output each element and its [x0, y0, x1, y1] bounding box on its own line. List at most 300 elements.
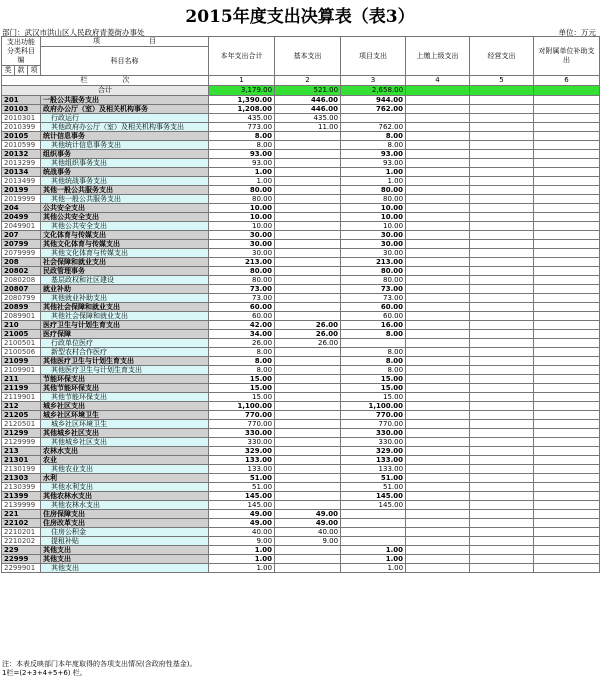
row-code: 20132	[2, 150, 41, 159]
row-total: 1.00	[209, 546, 275, 555]
row-code: 207	[2, 231, 41, 240]
table-row	[2, 285, 600, 294]
table-row	[2, 348, 600, 357]
header-name: 科目名称	[41, 47, 209, 76]
row-subsidy	[534, 456, 600, 465]
row-upper	[406, 393, 470, 402]
row-upper	[406, 123, 470, 132]
table-body	[2, 96, 600, 573]
row-project: 770.00	[341, 420, 406, 429]
row-basic	[275, 303, 341, 312]
row-total: 15.00	[209, 393, 275, 402]
row-operating	[470, 555, 534, 564]
report-title: 2015年度支出决算表（表3）	[185, 7, 415, 27]
row-subsidy	[534, 150, 600, 159]
table-row	[2, 375, 600, 384]
row-basic: 446.00	[275, 96, 341, 105]
row-project: 8.00	[341, 141, 406, 150]
total-label: 合计	[2, 86, 209, 96]
row-subsidy	[534, 96, 600, 105]
row-total: 10.00	[209, 204, 275, 213]
row-subsidy	[534, 411, 600, 420]
row-subsidy	[534, 564, 600, 573]
row-operating	[470, 267, 534, 276]
header-subsidy: 对附属单位补助支出	[534, 37, 600, 76]
row-code: 2129999	[2, 438, 41, 447]
row-total: 42.00	[209, 321, 275, 330]
row-name: 其他社会保障和就业支出	[41, 312, 209, 321]
row-basic	[275, 168, 341, 177]
col-index-5: 5	[470, 76, 534, 86]
row-operating	[470, 456, 534, 465]
row-basic	[275, 384, 341, 393]
row-upper	[406, 222, 470, 231]
row-total: 8.00	[209, 357, 275, 366]
row-basic: 11.00	[275, 123, 341, 132]
table-row	[2, 456, 600, 465]
row-upper	[406, 150, 470, 159]
row-subsidy	[534, 312, 600, 321]
row-code: 2089901	[2, 312, 41, 321]
table-row	[2, 177, 600, 186]
row-basic	[275, 141, 341, 150]
row-project: 329.00	[341, 447, 406, 456]
row-code: 20807	[2, 285, 41, 294]
table-row	[2, 96, 600, 105]
table-row	[2, 231, 600, 240]
table-row	[2, 276, 600, 285]
row-subsidy	[534, 123, 600, 132]
row-code: 2080799	[2, 294, 41, 303]
row-code: 2299901	[2, 564, 41, 573]
row-subsidy	[534, 303, 600, 312]
total-operating	[470, 86, 534, 96]
row-operating	[470, 528, 534, 537]
row-total: 1,208.00	[209, 105, 275, 114]
row-total: 770.00	[209, 420, 275, 429]
row-subsidy	[534, 348, 600, 357]
row-name: 其他文化体育与传媒支出	[41, 240, 209, 249]
row-basic	[275, 366, 341, 375]
row-name: 基层政权和社区建设	[41, 276, 209, 285]
row-subsidy	[534, 510, 600, 519]
row-operating	[470, 303, 534, 312]
row-code: 20899	[2, 303, 41, 312]
row-upper	[406, 312, 470, 321]
row-total: 30.00	[209, 231, 275, 240]
row-basic	[275, 150, 341, 159]
table-row	[2, 240, 600, 249]
row-operating	[470, 249, 534, 258]
row-total: 15.00	[209, 375, 275, 384]
row-subsidy	[534, 276, 600, 285]
row-code: 208	[2, 258, 41, 267]
row-subsidy	[534, 267, 600, 276]
row-project: 1.00	[341, 564, 406, 573]
table-row	[2, 447, 600, 456]
table-row	[2, 420, 600, 429]
row-code: 204	[2, 204, 41, 213]
row-name: 其他公共安全支出	[41, 213, 209, 222]
row-upper	[406, 357, 470, 366]
row-operating	[470, 393, 534, 402]
table-row	[2, 150, 600, 159]
row-upper	[406, 330, 470, 339]
table-row	[2, 267, 600, 276]
table-row	[2, 483, 600, 492]
table-row	[2, 555, 600, 564]
row-code: 21099	[2, 357, 41, 366]
table-row	[2, 258, 600, 267]
table-row	[2, 132, 600, 141]
row-name: 组织事务	[41, 150, 209, 159]
table-row	[2, 492, 600, 501]
footnote-2: 1栏=(2+3+4+5+6) 栏。	[2, 669, 87, 677]
row-name: 新型农村合作医疗	[41, 348, 209, 357]
row-total: 51.00	[209, 483, 275, 492]
row-operating	[470, 519, 534, 528]
row-upper	[406, 411, 470, 420]
row-project: 80.00	[341, 276, 406, 285]
row-subsidy	[534, 465, 600, 474]
row-subsidy	[534, 555, 600, 564]
row-project: 1.00	[341, 555, 406, 564]
row-basic	[275, 492, 341, 501]
row-operating	[470, 132, 534, 141]
row-project: 145.00	[341, 492, 406, 501]
row-basic: 9.00	[275, 537, 341, 546]
row-subsidy	[534, 186, 600, 195]
row-total: 8.00	[209, 132, 275, 141]
total-basic: 521.00	[275, 86, 341, 96]
row-code: 211	[2, 375, 41, 384]
row-subsidy	[534, 285, 600, 294]
row-project: 133.00	[341, 456, 406, 465]
row-code: 20103	[2, 105, 41, 114]
row-name: 就业补助	[41, 285, 209, 294]
row-upper	[406, 366, 470, 375]
row-basic	[275, 402, 341, 411]
row-basic	[275, 501, 341, 510]
row-operating	[470, 213, 534, 222]
table-row	[2, 546, 600, 555]
row-code: 2049901	[2, 222, 41, 231]
row-upper	[406, 510, 470, 519]
unit-label: 单位：万元	[558, 28, 596, 37]
row-basic: 435.00	[275, 114, 341, 123]
row-name: 其他一般公共服务支出	[41, 186, 209, 195]
row-subsidy	[534, 519, 600, 528]
table-row	[2, 204, 600, 213]
row-basic	[275, 222, 341, 231]
row-code: 2210202	[2, 537, 41, 546]
row-project: 762.00	[341, 105, 406, 114]
row-upper	[406, 447, 470, 456]
row-total: 49.00	[209, 510, 275, 519]
row-subsidy	[534, 420, 600, 429]
row-total: 770.00	[209, 411, 275, 420]
row-upper	[406, 168, 470, 177]
row-operating	[470, 339, 534, 348]
row-operating	[470, 420, 534, 429]
row-total: 9.00	[209, 537, 275, 546]
row-total: 80.00	[209, 267, 275, 276]
row-code: 2019999	[2, 195, 41, 204]
row-name: 其他节能环保支出	[41, 393, 209, 402]
row-code: 2013499	[2, 177, 41, 186]
row-upper	[406, 303, 470, 312]
header-project: 项目支出	[341, 37, 406, 76]
row-operating	[470, 474, 534, 483]
row-upper	[406, 492, 470, 501]
table-row	[2, 438, 600, 447]
row-upper	[406, 114, 470, 123]
row-operating	[470, 501, 534, 510]
row-name: 其他城乡社区支出	[41, 438, 209, 447]
row-code: 2120501	[2, 420, 41, 429]
table-row	[2, 411, 600, 420]
row-subsidy	[534, 528, 600, 537]
row-name: 其他政府办公厅（室）及相关机构事务支出	[41, 123, 209, 132]
row-upper	[406, 339, 470, 348]
row-operating	[470, 105, 534, 114]
header-lei: 类	[2, 66, 15, 76]
row-basic	[275, 465, 341, 474]
row-basic	[275, 438, 341, 447]
row-operating	[470, 510, 534, 519]
row-basic	[275, 420, 341, 429]
row-project: 10.00	[341, 222, 406, 231]
row-project	[341, 114, 406, 123]
row-project: 73.00	[341, 285, 406, 294]
row-name: 其他支出	[41, 546, 209, 555]
row-basic: 49.00	[275, 519, 341, 528]
row-operating	[470, 294, 534, 303]
row-basic: 49.00	[275, 510, 341, 519]
row-operating	[470, 285, 534, 294]
row-name: 医疗卫生与计划生育支出	[41, 321, 209, 330]
row-basic	[275, 474, 341, 483]
row-basic	[275, 456, 341, 465]
table-row	[2, 384, 600, 393]
row-total: 80.00	[209, 195, 275, 204]
row-subsidy	[534, 375, 600, 384]
row-operating	[470, 96, 534, 105]
row-operating	[470, 240, 534, 249]
table-row	[2, 528, 600, 537]
row-operating	[470, 375, 534, 384]
row-upper	[406, 483, 470, 492]
row-operating	[470, 186, 534, 195]
row-operating	[470, 402, 534, 411]
table-row	[2, 186, 600, 195]
row-operating	[470, 429, 534, 438]
table-row	[2, 465, 600, 474]
row-total: 1.00	[209, 564, 275, 573]
row-subsidy	[534, 402, 600, 411]
row-upper	[406, 141, 470, 150]
row-subsidy	[534, 141, 600, 150]
table-row	[2, 510, 600, 519]
row-project	[341, 537, 406, 546]
row-operating	[470, 438, 534, 447]
row-total: 49.00	[209, 519, 275, 528]
table-row	[2, 294, 600, 303]
row-name: 其他农林水支出	[41, 492, 209, 501]
row-total: 26.00	[209, 339, 275, 348]
total-project: 2,658.00	[341, 86, 406, 96]
row-name: 其他支出	[41, 564, 209, 573]
row-total: 80.00	[209, 276, 275, 285]
row-basic: 446.00	[275, 105, 341, 114]
row-subsidy	[534, 384, 600, 393]
row-name: 其他就业补助支出	[41, 294, 209, 303]
row-basic	[275, 312, 341, 321]
row-code: 2210201	[2, 528, 41, 537]
row-total: 133.00	[209, 465, 275, 474]
table-row	[2, 519, 600, 528]
row-operating	[470, 258, 534, 267]
row-subsidy	[534, 213, 600, 222]
header-basic: 基本支出	[275, 37, 341, 76]
row-subsidy	[534, 258, 600, 267]
row-name: 统计信息事务	[41, 132, 209, 141]
row-project: 51.00	[341, 483, 406, 492]
row-upper	[406, 258, 470, 267]
row-total: 73.00	[209, 294, 275, 303]
row-project: 60.00	[341, 303, 406, 312]
table-row	[2, 114, 600, 123]
row-subsidy	[534, 447, 600, 456]
row-project: 770.00	[341, 411, 406, 420]
row-subsidy	[534, 492, 600, 501]
row-code: 2079999	[2, 249, 41, 258]
row-operating	[470, 330, 534, 339]
row-code: 221	[2, 510, 41, 519]
row-operating	[470, 123, 534, 132]
row-basic	[275, 375, 341, 384]
row-subsidy	[534, 357, 600, 366]
footnote-1: 注：本表反映部门本年度取得的各项支出情况(含政府性基金)。	[2, 660, 197, 668]
col-index-2: 2	[275, 76, 341, 86]
row-project: 8.00	[341, 330, 406, 339]
row-total: 145.00	[209, 492, 275, 501]
table-row	[2, 366, 600, 375]
row-name: 水利	[41, 474, 209, 483]
row-name: 提租补贴	[41, 537, 209, 546]
row-upper	[406, 96, 470, 105]
table-row	[2, 141, 600, 150]
row-project: 15.00	[341, 393, 406, 402]
header-code-group: 支出功能分类科目编	[2, 37, 41, 66]
row-operating	[470, 222, 534, 231]
col-index-4: 4	[406, 76, 470, 86]
row-basic	[275, 276, 341, 285]
row-total: 133.00	[209, 456, 275, 465]
row-upper	[406, 384, 470, 393]
row-upper	[406, 456, 470, 465]
table-row	[2, 222, 600, 231]
row-total: 93.00	[209, 150, 275, 159]
row-name: 节能环保支出	[41, 375, 209, 384]
row-code: 21399	[2, 492, 41, 501]
row-project: 1.00	[341, 177, 406, 186]
table-row	[2, 195, 600, 204]
row-upper	[406, 564, 470, 573]
row-basic	[275, 267, 341, 276]
row-total: 1.00	[209, 555, 275, 564]
row-subsidy	[534, 393, 600, 402]
row-name: 行政运行	[41, 114, 209, 123]
row-project: 762.00	[341, 123, 406, 132]
row-name: 城乡社区支出	[41, 402, 209, 411]
table-row	[2, 402, 600, 411]
row-project: 330.00	[341, 429, 406, 438]
row-project: 944.00	[341, 96, 406, 105]
row-project: 93.00	[341, 159, 406, 168]
row-subsidy	[534, 168, 600, 177]
row-basic: 26.00	[275, 339, 341, 348]
row-code: 212	[2, 402, 41, 411]
row-upper	[406, 249, 470, 258]
row-upper	[406, 474, 470, 483]
row-upper	[406, 294, 470, 303]
row-operating	[470, 492, 534, 501]
row-code: 20199	[2, 186, 41, 195]
row-basic	[275, 186, 341, 195]
total-upper	[406, 86, 470, 96]
row-name: 城乡社区环境卫生	[41, 411, 209, 420]
row-project: 10.00	[341, 213, 406, 222]
row-project: 93.00	[341, 150, 406, 159]
row-code: 2013299	[2, 159, 41, 168]
row-upper	[406, 276, 470, 285]
table-row	[2, 303, 600, 312]
row-name: 其他医疗卫生与计划生育支出	[41, 357, 209, 366]
row-project: 51.00	[341, 474, 406, 483]
row-subsidy	[534, 483, 600, 492]
row-operating	[470, 348, 534, 357]
row-total: 330.00	[209, 429, 275, 438]
row-project: 1,100.00	[341, 402, 406, 411]
row-code: 21199	[2, 384, 41, 393]
row-basic	[275, 348, 341, 357]
row-project: 80.00	[341, 186, 406, 195]
row-total: 30.00	[209, 249, 275, 258]
table-row	[2, 123, 600, 132]
row-upper	[406, 195, 470, 204]
row-subsidy	[534, 105, 600, 114]
row-project: 213.00	[341, 258, 406, 267]
row-name: 其他水利支出	[41, 483, 209, 492]
row-upper	[406, 402, 470, 411]
row-total: 60.00	[209, 312, 275, 321]
row-project: 73.00	[341, 294, 406, 303]
row-operating	[470, 384, 534, 393]
table-row	[2, 330, 600, 339]
row-subsidy	[534, 429, 600, 438]
row-code: 229	[2, 546, 41, 555]
row-basic	[275, 357, 341, 366]
row-total: 10.00	[209, 222, 275, 231]
row-subsidy	[534, 366, 600, 375]
row-operating	[470, 366, 534, 375]
row-upper	[406, 375, 470, 384]
row-operating	[470, 537, 534, 546]
row-subsidy	[534, 195, 600, 204]
row-basic: 26.00	[275, 330, 341, 339]
row-name: 其他节能环保支出	[41, 384, 209, 393]
